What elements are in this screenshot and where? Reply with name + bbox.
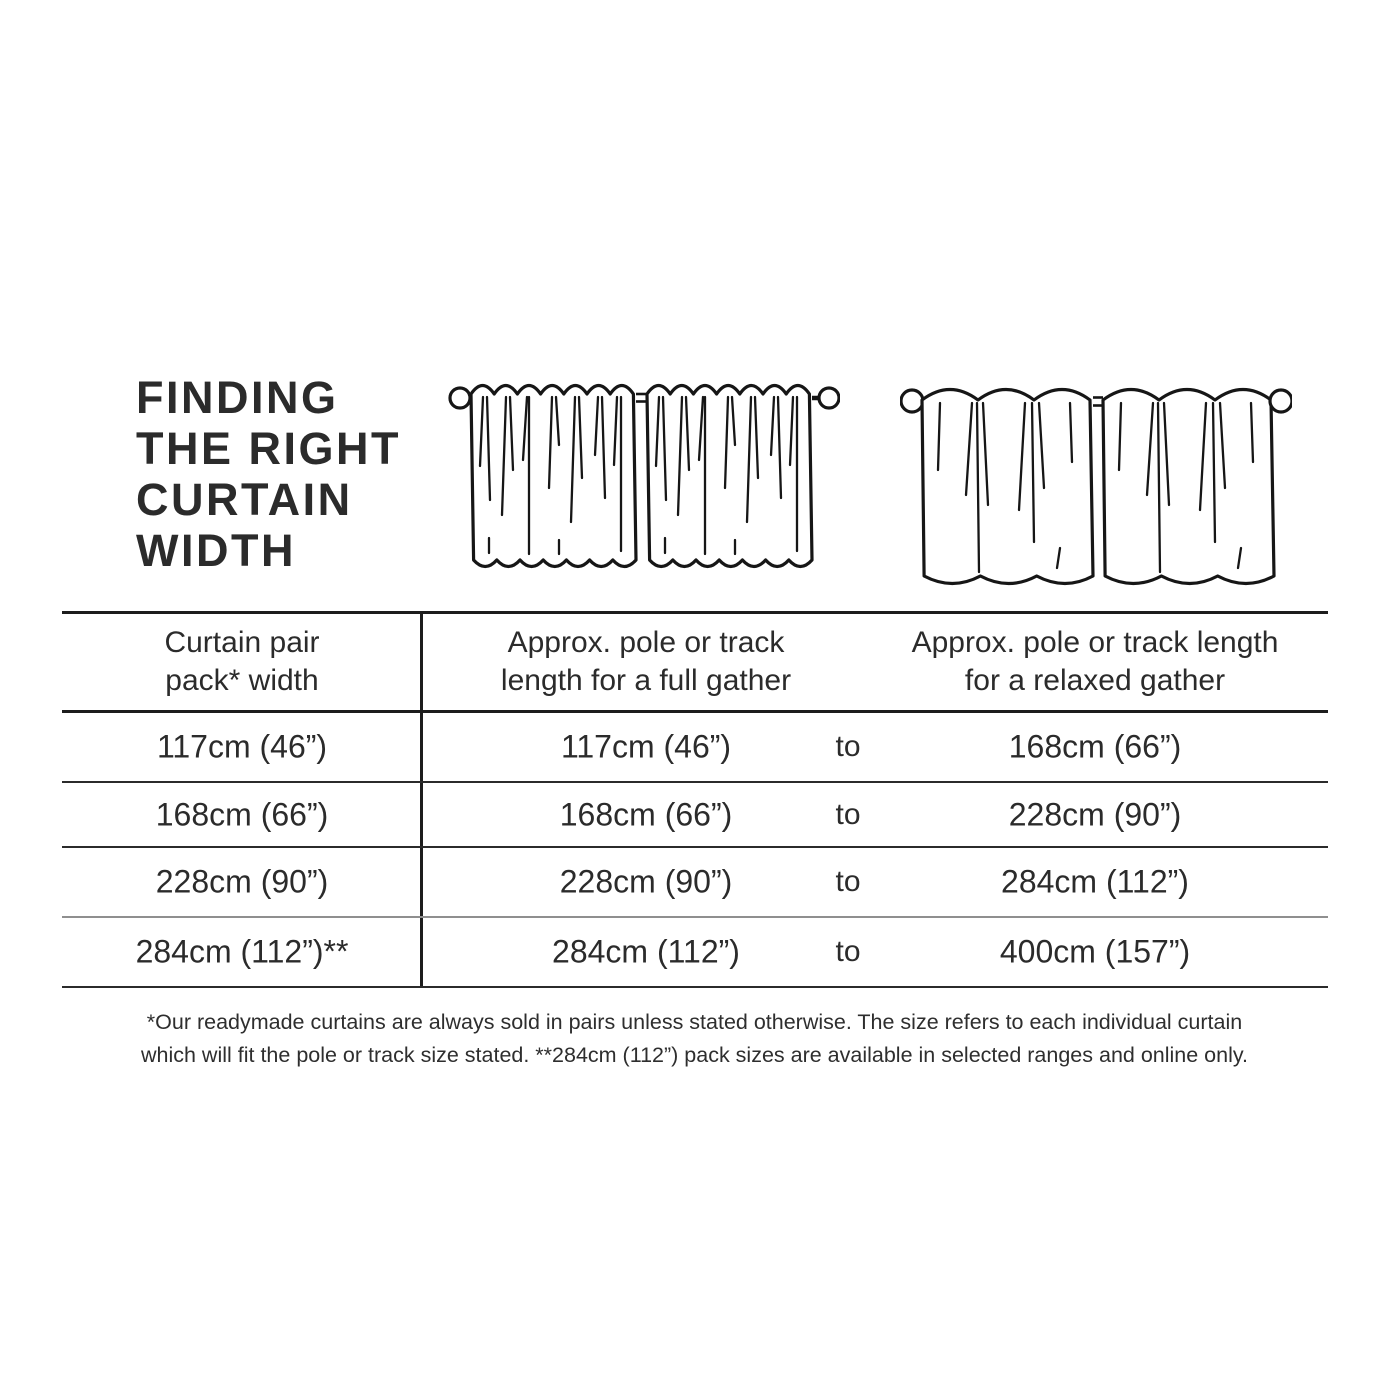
header-pack-width: Curtain pair pack* width	[164, 626, 320, 697]
cell-to: to	[835, 797, 861, 831]
cell-to: to	[835, 730, 861, 763]
header-full-gather: Approx. pole or track length for a full gather	[500, 626, 792, 697]
footnote	[0, 1006, 1389, 1072]
full-gather-curtain-illustration	[448, 368, 840, 586]
table-row	[62, 713, 1328, 781]
title-line: THE RIGHT	[136, 423, 401, 474]
cell-full-gather: 284cm (112”)	[552, 933, 740, 970]
cell-full-gather: 228cm (90”)	[559, 863, 733, 900]
cell-full-gather: 117cm (46”)	[560, 728, 732, 765]
header-relaxed-gather: Approx. pole or track length for a relaxed gather	[911, 626, 1279, 697]
cell-pack-width: 168cm (66”)	[155, 796, 329, 832]
page-title	[136, 372, 401, 576]
cell-pack-width: 228cm (90”)	[155, 863, 329, 900]
table-row	[62, 781, 1328, 846]
cell-relaxed-gather: 284cm (112”)	[1001, 863, 1189, 900]
cell-relaxed-gather: 228cm (90”)	[1008, 796, 1182, 832]
cell-to: to	[835, 865, 861, 898]
table-row	[62, 846, 1328, 916]
table-header-row	[62, 614, 1328, 713]
title-line: FINDING	[136, 372, 339, 423]
title-line: WIDTH	[136, 525, 296, 576]
table-row	[62, 916, 1328, 986]
footnote-line: which will fit the pole or track size stated. **284cm (112”) pack sizes are available in selected ranges and online only.	[140, 1043, 1249, 1067]
cell-relaxed-gather: 400cm (157”)	[999, 933, 1191, 970]
relaxed-gather-curtain-illustration	[900, 368, 1292, 586]
cell-pack-width: 117cm (46”)	[156, 728, 328, 765]
title-line: CURTAIN	[136, 474, 353, 525]
cell-relaxed-gather: 168cm (66”)	[1008, 728, 1182, 765]
footnote-line: *Our readymade curtains are always sold in pairs unless stated otherwise. The size refers to each individual curtain	[146, 1010, 1243, 1034]
curtain-pole-right-finial	[812, 388, 839, 408]
curtain-pole-right-finial	[1270, 390, 1292, 412]
cell-full-gather: 168cm (66”)	[559, 796, 733, 832]
size-table	[62, 611, 1328, 988]
cell-pack-width: 284cm (112”)**	[135, 933, 349, 970]
cell-to: to	[835, 935, 861, 968]
